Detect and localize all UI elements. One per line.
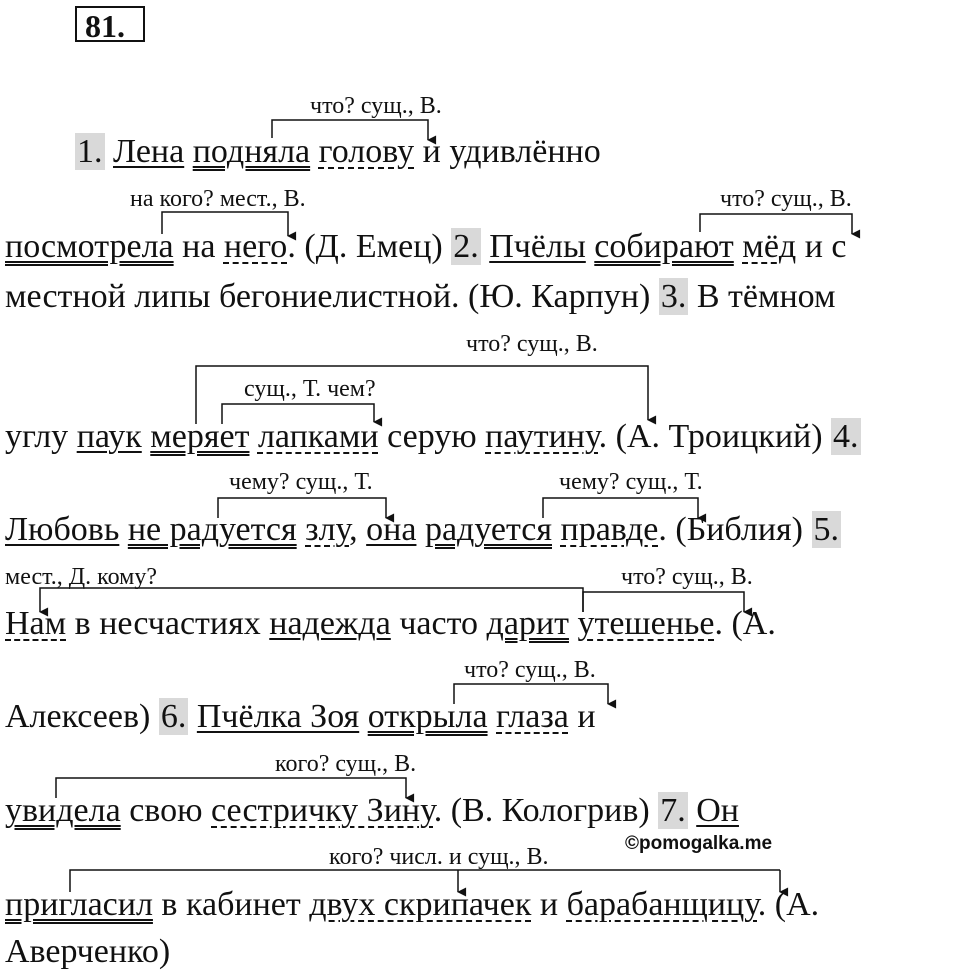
plain-text: в несчастиях <box>74 605 261 642</box>
subject: надежда <box>269 605 391 642</box>
plain-text: углу <box>5 418 69 455</box>
sentence-number: 5. <box>813 511 840 548</box>
predicate: не радуется <box>127 511 297 548</box>
note-label: что? сущ., В. <box>720 186 852 212</box>
note-label: на кого? мест., В. <box>130 186 306 212</box>
object: злу <box>305 511 350 548</box>
source-citation: . (А. <box>757 886 820 923</box>
plain-text: и <box>577 698 596 735</box>
sentence-number: 1. <box>77 133 103 170</box>
plain-text: свою <box>129 792 203 829</box>
connector-arrow <box>56 778 406 798</box>
subject: она <box>366 511 417 548</box>
plain-text: и <box>539 886 559 923</box>
object: двух скрипачек <box>309 886 532 923</box>
note-label: что? сущ., В. <box>621 564 753 590</box>
plain-text: в кабинет <box>161 886 301 923</box>
sentence-number: 6. <box>160 698 187 735</box>
source-citation: Алексеев) <box>5 698 151 735</box>
object: барабанщицу <box>566 886 758 923</box>
plain-text: и с <box>804 228 847 265</box>
source-citation: . (А. <box>714 605 776 642</box>
source-citation: Аверченко) <box>5 933 171 970</box>
predicate: пригласил <box>5 886 153 923</box>
note-label: мест., Д. кому? <box>5 564 157 590</box>
object: сестричку Зину <box>211 792 434 829</box>
object: голову <box>318 133 415 170</box>
predicate: открыла <box>367 698 488 735</box>
object: Нам <box>5 605 67 642</box>
object: лапками <box>257 418 379 455</box>
sentence-number: 3. <box>660 278 687 315</box>
plain-text: местной липы бегониелистной. (Ю. Карпун) <box>5 278 651 315</box>
predicate: увидела <box>5 792 121 829</box>
note-label: что? сущ., В. <box>464 657 596 683</box>
connector-arrow <box>583 592 744 612</box>
plain-text: на <box>182 228 216 265</box>
subject: Пчёлка Зоя <box>196 698 360 735</box>
exercise-number: 81. <box>75 6 145 42</box>
subject: Любовь <box>5 511 120 548</box>
connector-arrow <box>218 498 386 518</box>
connector-arrow <box>272 120 428 140</box>
connector-arrow <box>454 684 608 704</box>
subject: Лена <box>113 133 185 170</box>
object: паутину <box>485 418 599 455</box>
subject: Он <box>696 792 739 829</box>
sentence-number: 2. <box>453 228 479 265</box>
source-citation: . (Библия) <box>658 511 804 548</box>
connector-arrow <box>222 404 374 424</box>
connector-arrow <box>70 870 780 892</box>
note-label: чему? сущ., Т. <box>559 469 703 495</box>
plain-text: серую <box>387 418 477 455</box>
note-label: чему? сущ., Т. <box>229 469 373 495</box>
source-citation: . (А. Троицкий) <box>598 418 823 455</box>
connector-arrow <box>543 498 698 518</box>
connector-arrow <box>700 214 852 234</box>
sentence-number: 4. <box>833 418 859 455</box>
plain-text: , <box>349 511 358 548</box>
object: мёд <box>742 228 797 265</box>
note-label: кого? сущ., В. <box>275 751 417 777</box>
predicate: дарит <box>486 605 569 642</box>
predicate: меряет <box>150 418 250 455</box>
source-citation: . (Д. Емец) <box>287 228 443 265</box>
plain-text: часто <box>399 605 479 642</box>
predicate: радуется <box>424 511 552 548</box>
note-label: кого? числ. и сущ., В. <box>329 844 549 870</box>
connector-arrow <box>40 588 583 612</box>
object: глаза <box>496 698 569 735</box>
predicate: подняла <box>192 133 311 170</box>
sentence-number: 7. <box>660 792 686 829</box>
note-label: что? сущ., В. <box>466 331 598 357</box>
note-label: сущ., Т. чем? <box>244 376 376 402</box>
watermark: ©pomogalka.me <box>625 833 773 854</box>
note-label: что? сущ., В. <box>310 93 442 119</box>
object: него <box>223 228 288 265</box>
subject: Пчёлы <box>489 228 586 265</box>
object: утешенье <box>577 605 715 642</box>
connector-arrow <box>162 212 288 236</box>
plain-text: и удивлённо <box>422 133 601 170</box>
connector-arrow <box>196 366 648 424</box>
plain-text: В тёмном <box>696 278 836 315</box>
subject: паук <box>76 418 142 455</box>
object: правде <box>560 511 659 548</box>
predicate: собирают <box>594 228 734 265</box>
source-citation: . (В. Кологрив) <box>433 792 650 829</box>
predicate: посмотрела <box>5 228 174 265</box>
